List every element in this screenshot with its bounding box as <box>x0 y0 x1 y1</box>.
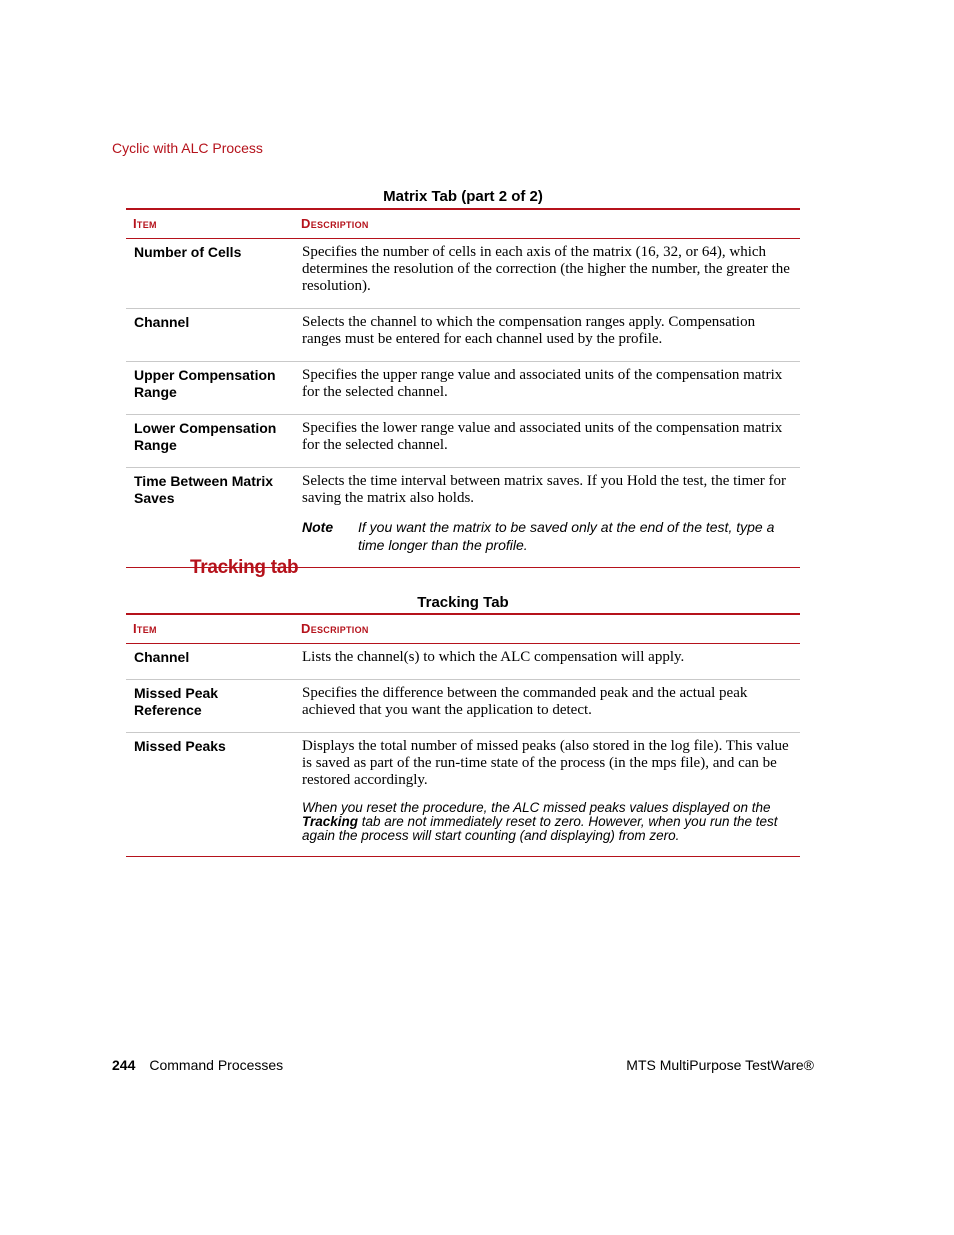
row-item: Channel <box>126 309 294 362</box>
matrix-col-description: Description <box>294 209 800 239</box>
tracking-table <box>126 613 800 857</box>
row-description: Selects the time interval between matrix saves. If you Hold the test, the timer for saving the matrix also holds. <box>302 473 787 506</box>
row-description: Displays the total number of missed peaks (also stored in the log file). This value is saved as part of the run-time state of the process (in the mps file), and can be restored accordingly. <box>302 738 789 788</box>
row-description: Selects the channel to which the compensation ranges apply. Compensation ranges must be entered for each channel used by the profile. <box>294 309 800 362</box>
table-row <box>126 309 800 362</box>
row-item: Missed Peaks <box>126 733 294 857</box>
chapter-name: Command Processes <box>149 1057 284 1073</box>
tracking-col-item: Item <box>126 614 294 644</box>
row-item: Upper Compensation Range <box>126 362 294 415</box>
row-item: Missed Peak Reference <box>126 680 294 733</box>
tracking-col-description: Description <box>294 614 800 644</box>
table-row <box>126 239 800 309</box>
row-description-with-note <box>294 733 800 857</box>
note-label: Note <box>302 519 334 535</box>
row-description: Specifies the difference between the commanded peak and the actual peak achieved that you want the application to detect. <box>294 680 800 733</box>
row-item: Number of Cells <box>126 239 294 309</box>
table-row <box>126 468 800 568</box>
product-name: MTS MultiPurpose TestWare® <box>626 1057 814 1073</box>
tracking-tab-heading: Tracking tab <box>190 557 299 578</box>
table-row <box>126 644 800 680</box>
note-text: If you want the matrix to be saved only at the end of the test, type a time longer than the profile. <box>358 519 775 553</box>
table-row <box>126 362 800 415</box>
row-description: Specifies the lower range value and associated units of the compensation matrix for the selected channel. <box>294 415 800 468</box>
table-row <box>126 680 800 733</box>
row-item: Lower Compensation Range <box>126 415 294 468</box>
row-item: Time Between Matrix Saves <box>126 468 294 568</box>
row-description: Specifies the upper range value and associated units of the compensation matrix for the selected channel. <box>294 362 800 415</box>
row-item: Channel <box>126 644 294 680</box>
page-number: 244 <box>112 1057 136 1073</box>
note-text-pre: When you reset the procedure, the ALC missed peaks values displayed on the <box>302 800 771 815</box>
row-description-with-note <box>294 468 800 568</box>
tracking-note <box>302 801 792 843</box>
table-row <box>126 415 800 468</box>
section-link[interactable]: Cyclic with ALC Process <box>112 140 263 156</box>
matrix-table <box>126 208 800 568</box>
row-description: Lists the channel(s) to which the ALC compensation will apply. <box>294 644 800 680</box>
footer-left <box>112 1057 283 1073</box>
note <box>302 518 792 554</box>
row-description: Specifies the number of cells in each axis of the matrix (16, 32, or 64), which determines the resolution of the correction (the higher the number, the greater the resolution). <box>294 239 800 309</box>
tracking-table-title: Tracking Tab <box>417 594 509 611</box>
table-row <box>126 733 800 857</box>
matrix-col-item: Item <box>126 209 294 239</box>
matrix-table-title: Matrix Tab (part 2 of 2) <box>383 188 543 205</box>
note-text-post: tab are not immediately reset to zero. However, when you run the test again the process will start counting (and displaying) from zero. <box>302 814 778 843</box>
note-text-bold: Tracking <box>302 814 359 829</box>
